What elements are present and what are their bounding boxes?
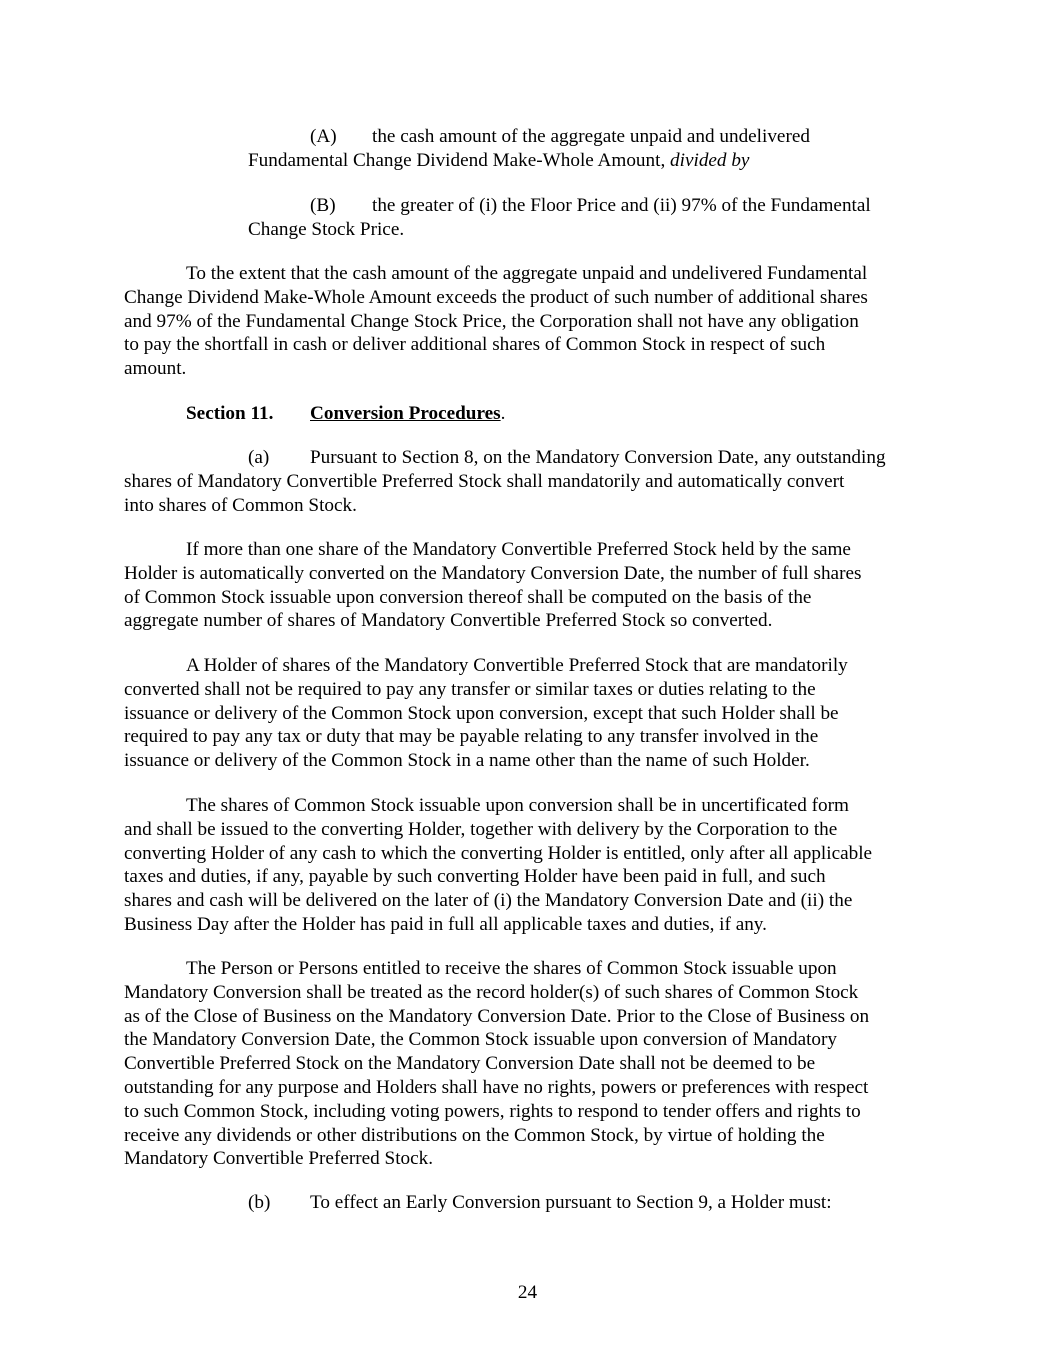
paragraph-line: The shares of Common Stock issuable upon conversion shall be in uncertificated form (186, 795, 849, 816)
item-b (124, 194, 939, 242)
divided-by-italic: divided by (670, 149, 750, 171)
paragraph-line: the Mandatory Conversion Date, the Common Stock issuable upon conversion of Mandatory (124, 1029, 838, 1051)
paragraph-b (124, 1191, 939, 1215)
section-title: Conversion Procedures (310, 403, 501, 424)
paragraph-line: (a) Pursuant to Section 8, on the Mandatory Conversion Date, any outstanding (248, 447, 886, 468)
paragraph-line: into shares of Common Stock. (124, 494, 357, 516)
paragraph-line: To the extent that the cash amount of the aggregate unpaid and undelivered Fundamental (186, 263, 868, 284)
page-number: 24 (517, 1282, 538, 1303)
paragraph-line: receive any dividends or other distributions on the Common Stock, by virtue of holding the (124, 1124, 825, 1146)
item-a-line-1: (A) the cash amount of the aggregate unpaid and undelivered (310, 126, 810, 147)
paragraph-more-than-one (124, 538, 939, 633)
paragraph-line: Holder is automatically converted on the Mandatory Conversion Date, the number of full shares (124, 562, 862, 584)
paragraph-line: If more than one share of the Mandatory Convertible Preferred Stock held by the same (186, 539, 851, 560)
section-number: Section 11. (186, 403, 274, 424)
paragraph-line: outstanding for any purpose and Holders shall have no rights, powers or preferences with respect (124, 1076, 869, 1098)
paragraph-line: to pay the shortfall in cash or deliver additional shares of Common Stock in respect of such (124, 334, 826, 356)
paragraph-line: taxes and duties, if any, payable by such converting Holder have been paid in full, and such (124, 866, 826, 888)
item-a-line-2: Fundamental Change Dividend Make-Whole Amount, divided by (248, 149, 750, 171)
item-b-label: (B) (310, 195, 336, 216)
paragraph-line: Mandatory Conversion shall be treated as the record holder(s) of such shares of Common Stock (124, 981, 859, 1003)
paragraph-line: to such Common Stock, including voting powers, rights to respond to tender offers and rights to (124, 1100, 861, 1122)
paragraph-line: converting Holder of any cash to which the converting Holder is entitled, only after all applicable (124, 842, 873, 864)
paragraph-line: issuance or delivery of the Common Stock in a name other than the name of such Holder. (124, 750, 810, 772)
paragraph-line: The Person or Persons entitled to receive the shares of Common Stock issuable upon (186, 958, 837, 979)
paragraph-record-holder (124, 957, 939, 1171)
paragraph-line: and shall be issued to the converting Holder, together with delivery by the Corporation to the (124, 818, 838, 840)
item-a (124, 125, 939, 173)
paragraph-line: issuance or delivery of the Common Stock upon conversion, except that such Holder shall be (124, 702, 839, 724)
item-b-line-1: (B) the greater of (i) the Floor Price and (ii) 97% of the Fundamental (310, 195, 871, 216)
section-heading: Section 11. Conversion Procedures. (186, 403, 506, 424)
paragraph-line: A Holder of shares of the Mandatory Convertible Preferred Stock that are mandatorily (186, 655, 848, 676)
paragraph-extent (124, 262, 939, 381)
paragraph-holder-taxes (124, 654, 939, 773)
item-b-line-2: Change Stock Price. (248, 218, 405, 240)
paragraph-line: Mandatory Convertible Preferred Stock. (124, 1148, 434, 1170)
paragraph-line: shares of Mandatory Convertible Preferred Stock shall mandatorily and automatically convert (124, 470, 845, 492)
paragraph-line: required to pay any tax or duty that may be payable relating to any transfer involved in the (124, 726, 819, 748)
item-a-label: (A) (310, 126, 337, 147)
paragraph-line: of Common Stock issuable upon conversion thereof shall be computed on the basis of the (124, 586, 812, 608)
paragraph-line: and 97% of the Fundamental Change Stock Price, the Corporation shall not have any obligation (124, 310, 859, 332)
paragraph-shares-issuance (124, 794, 939, 937)
paragraph-b-text: To effect an Early Conversion pursuant to Section 9, a Holder must: (310, 1192, 832, 1213)
paragraph-line: shares and cash will be delivered on the later of (i) the Mandatory Conversion Date and (ii) the (124, 890, 853, 912)
paragraph-a-label: (a) (248, 447, 270, 468)
paragraph-line: as of the Close of Business on the Mandatory Conversion Date. Prior to the Close of Business on (124, 1005, 870, 1027)
paragraph-line: Convertible Preferred Stock on the Mandatory Conversion Date shall not be deemed to be (124, 1053, 816, 1075)
paragraph-line: Change Dividend Make-Whole Amount exceeds the product of such number of additional shares (124, 286, 868, 308)
paragraph-a (124, 446, 939, 517)
paragraph-line: Business Day after the Holder has paid in full all applicable taxes and duties, if any. (124, 913, 767, 935)
paragraph-line: amount. (124, 358, 187, 380)
paragraph-b-label: (b) (248, 1192, 271, 1213)
paragraph-line: aggregate number of shares of Mandatory Convertible Preferred Stock so converted. (124, 610, 773, 632)
paragraph-line: converted shall not be required to pay any transfer or similar taxes or duties relating to the (124, 678, 816, 700)
